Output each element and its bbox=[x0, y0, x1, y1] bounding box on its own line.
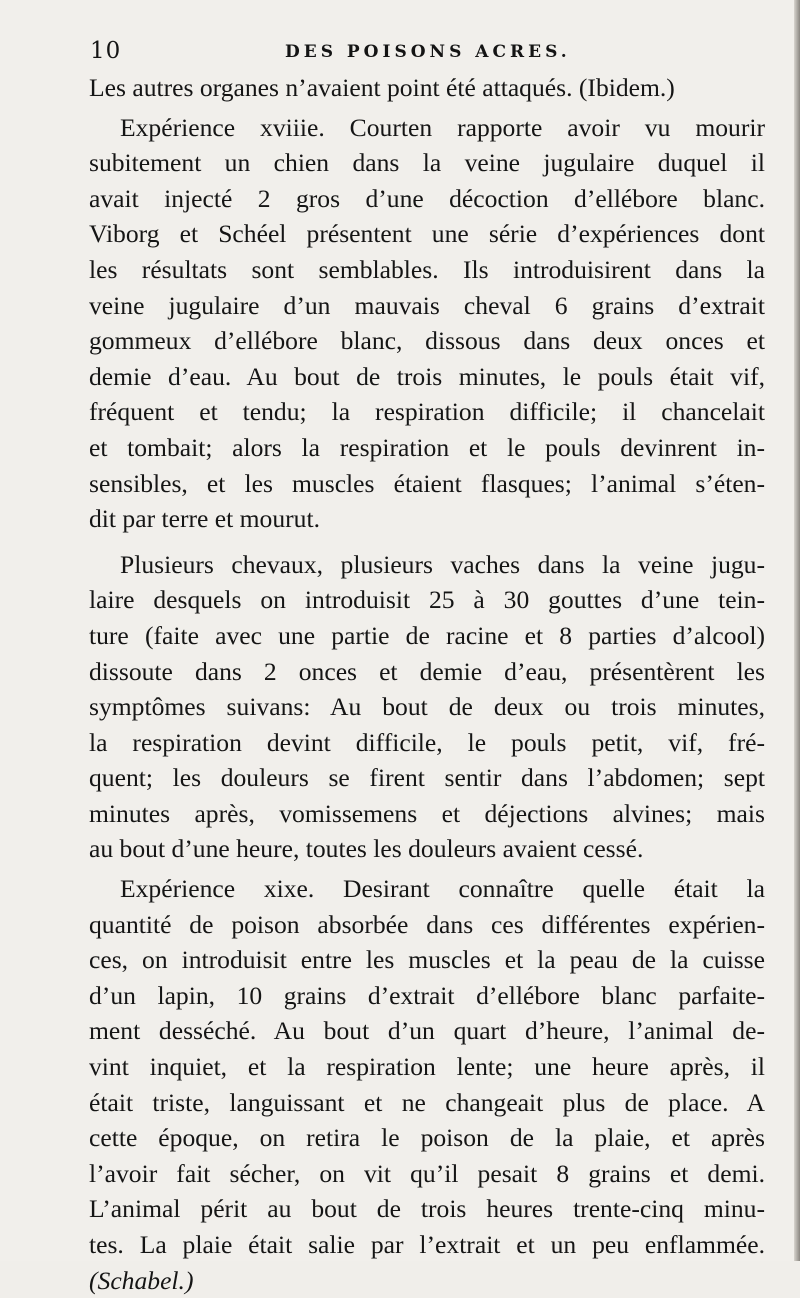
text-line: ces, on introduisit entre les muscles et la peau de la cuisse bbox=[89, 945, 765, 975]
text-line: L’animal périt au bout de trois heures trente-cinq minu- bbox=[89, 1194, 765, 1224]
text-line: vint inquiet, et la respiration lente; une heure après, il bbox=[89, 1052, 765, 1082]
text-line: Expérience xviiie. Courten rapporte avoir vu mourir bbox=[120, 112, 765, 142]
text-line: veine jugulaire d’un mauvais cheval 6 grains d’extrait bbox=[89, 290, 765, 320]
text-line: au bout d’une heure, toutes les douleurs avaient cessé. bbox=[89, 834, 644, 864]
text-line: tes. La plaie était salie par l’extrait et un peu enflammée. bbox=[89, 1230, 765, 1259]
text-line: dissoute dans 2 onces et demie d’eau, présentèrent les bbox=[89, 656, 765, 686]
page-number: 10 bbox=[90, 38, 122, 64]
text-line: dit par terre et mourut. bbox=[89, 504, 320, 534]
text-line: gommeux d’ellébore blanc, dissous dans deux onces et bbox=[89, 326, 765, 356]
text-line: minutes après, vomissemens et déjections alvines; mais bbox=[89, 798, 765, 828]
text-line: Plusieurs chevaux, plusieurs vaches dans la veine jugu- bbox=[120, 549, 765, 579]
text-line: avait injecté 2 gros d’une décoction d’ellébore blanc. bbox=[89, 183, 765, 213]
text-line: subitement un chien dans la veine jugulaire duquel il bbox=[89, 148, 765, 178]
text-line: et tombait; alors la respiration et le pouls devinrent in- bbox=[89, 432, 765, 462]
text-line: Expérience xixe. Desirant connaître quelle était la bbox=[120, 874, 765, 904]
text-line: l’avoir fait sécher, on vit qu’il pesait 8 grains et demi. bbox=[89, 1158, 765, 1188]
page-edge-shadow bbox=[794, 0, 800, 1261]
body-text bbox=[89, 70, 765, 1298]
text-line: était triste, languissant et ne changeait plus de place. A bbox=[89, 1087, 765, 1117]
text-line: Viborg et Schéel présentent une série d’expériences dont bbox=[89, 219, 765, 249]
text-line: les résultats sont semblables. Ils introduisirent dans la bbox=[89, 254, 765, 284]
text-line: symptômes suivans: Au bout de deux ou trois minutes, bbox=[89, 692, 765, 722]
text-line: fréquent et tendu; la respiration difficile; il chancelait bbox=[89, 397, 765, 427]
text-line: (Schabel.) bbox=[89, 1265, 194, 1295]
text-line: quantité de poison absorbée dans ces différentes expérien- bbox=[89, 909, 765, 939]
text-line: sensibles, et les muscles étaient flasques; l’animal s’éten- bbox=[89, 468, 765, 498]
page-header bbox=[90, 34, 770, 68]
text-line: la respiration devint difficile, le pouls petit, vif, fré- bbox=[89, 727, 765, 757]
text-line: ture (faite avec une partie de racine et 8 parties d’alcool) bbox=[89, 620, 765, 650]
text-line: demie d’eau. Au bout de trois minutes, le pouls était vif, bbox=[89, 361, 765, 391]
text-line: Les autres organes n’avaient point été attaqués. (Ibidem.) bbox=[89, 73, 675, 102]
text-line: d’un lapin, 10 grains d’extrait d’ellébore blanc parfaite- bbox=[89, 980, 765, 1010]
running-head: DES POISONS ACRES. bbox=[285, 42, 571, 62]
text-line: quent; les douleurs se firent sentir dans l’abdomen; sept bbox=[89, 763, 765, 793]
text-line: ment desséché. Au bout d’un quart d’heure, l’animal de- bbox=[89, 1016, 765, 1046]
text-line: laire desquels on introduisit 25 à 30 gouttes d’une tein- bbox=[89, 585, 765, 615]
text-line: cette époque, on retira le poison de la plaie, et après bbox=[89, 1123, 765, 1153]
